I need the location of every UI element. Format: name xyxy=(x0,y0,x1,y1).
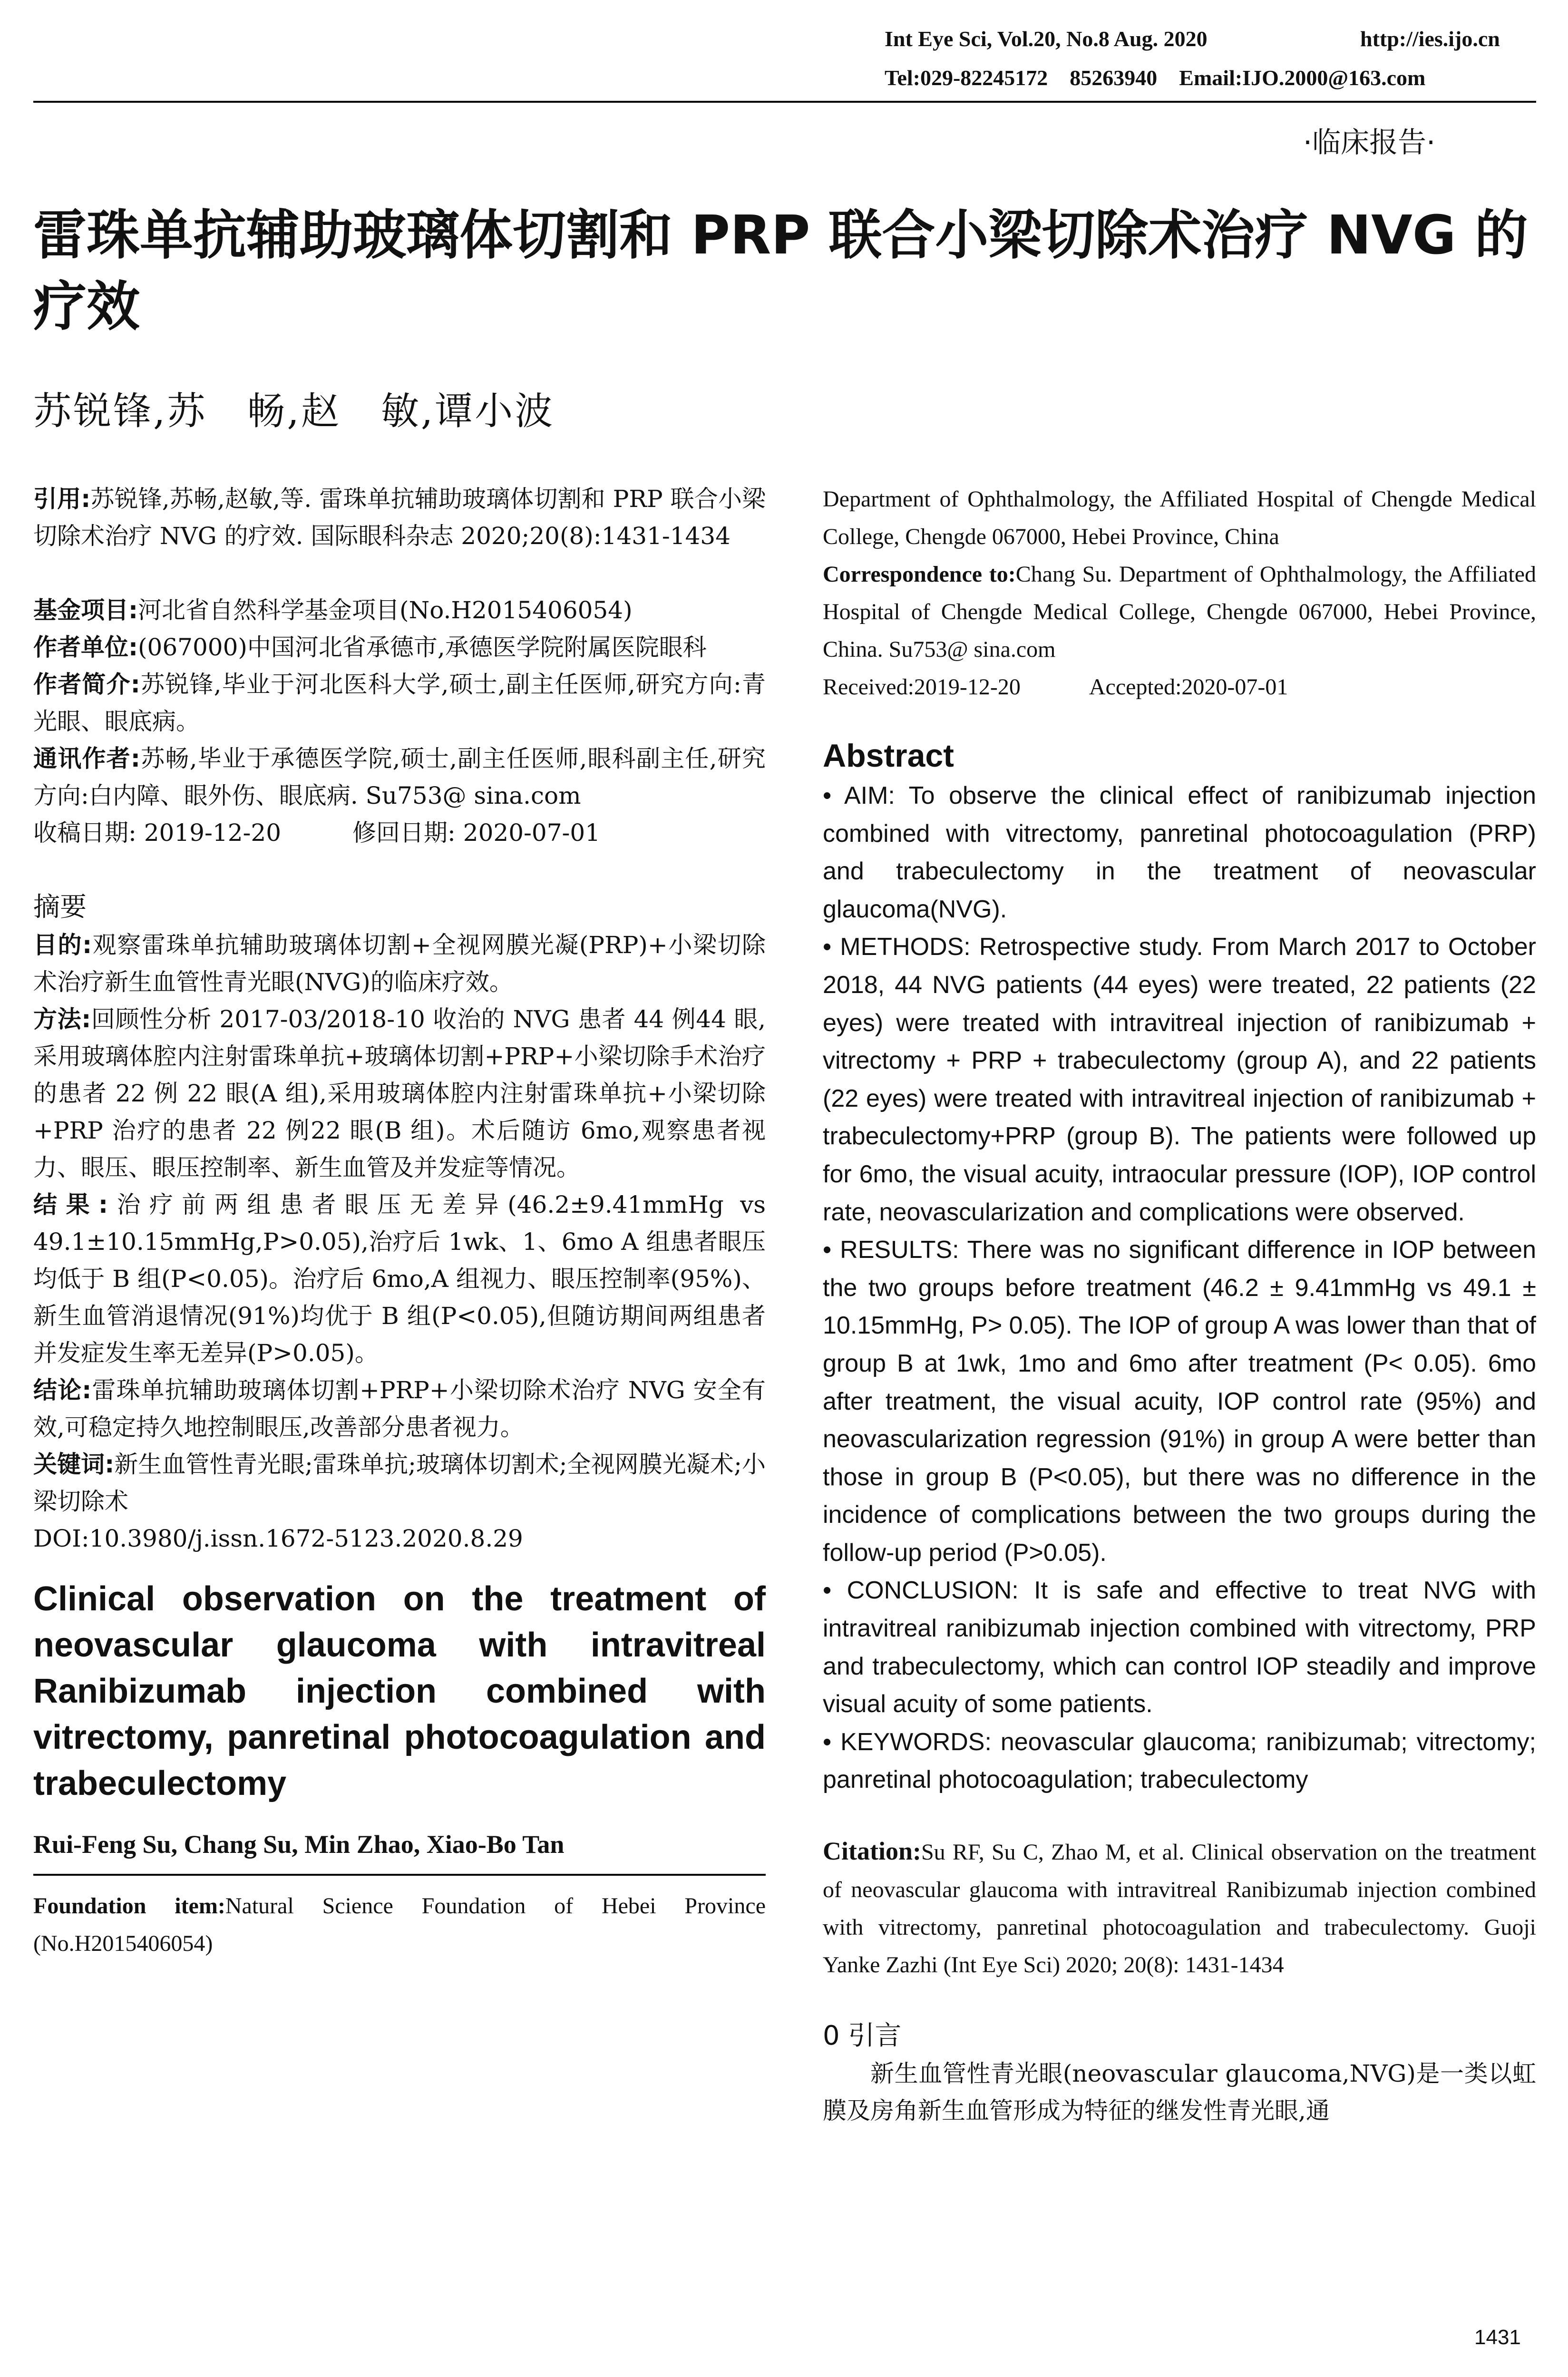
correspondence-label: Correspondence to: xyxy=(823,562,1016,587)
english-title: Clinical observation on the treatment of neovascular glaucoma with intravitreal Ranibizumab injection combined with vitrectomy, panretinal photocoagulation and trabeculectomy xyxy=(33,1580,766,1802)
journal-contact: Tel:029-82245172 85263940 Email:IJO.2000@163.com xyxy=(885,66,1426,90)
page-title: 雷珠单抗辅助玻璃体切割和 PRP 联合小梁切除术治疗 NVG 的疗效 xyxy=(33,205,1528,338)
authors-cn: 苏锐锋,苏 畅,赵 敏,谭小波 xyxy=(33,389,555,433)
page-number: 1431 xyxy=(1474,2326,1521,2349)
citation-en-label: Citation: xyxy=(823,1837,921,1866)
methods-text: 回顾性分析 2017-03/2018-10 收治的 NVG 患者 44 例44 眼,采用玻璃体腔内注射雷珠单抗+玻璃体切割+PRP+小梁切除手术治疗的患者 22 例 22 眼(A 组),采用玻璃体腔内注射雷珠单抗+小梁切除+PRP 治疗的患者 22 例22 眼(B 组)。术后随访 6mo,观察患者视力、眼压、眼压控制率、新生血管及并发症等情况。 xyxy=(33,1005,766,1181)
fund-cn xyxy=(33,592,766,629)
citation-cn-text: 苏锐锋,苏畅,赵敏,等. 雷珠单抗辅助玻璃体切割和 PRP 联合小梁切除术治疗 NVG 的疗效. 国际眼科杂志 2020;20(8):1431-1434 xyxy=(33,485,766,550)
correspondence-en xyxy=(823,555,1536,668)
conclusion-en: • CONCLUSION: It is safe and effective to treat NVG with intravitreal ranibizumab injection combined with vitrectomy, PRP and trabeculectomy, which can control IOP steadily and improve visual acuity of some patients. xyxy=(823,1577,1536,1718)
authors-rule xyxy=(33,1874,766,1876)
english-authors: Rui-Feng Su, Chang Su, Min Zhao, Xiao-Bo Tan xyxy=(33,1830,565,1859)
citation-label: 引用: xyxy=(33,485,91,513)
results-en: • RESULTS: There was no significant difference in IOP between the two groups before treatment (46.2 ± 9.41mmHg vs 49.1 ± 10.15mmHg, P> 0.05). The IOP of group A was lower than that of group B at 1wk, 1mo and 6mo after treatment (P< 0.05). 6mo after treatment, the visual acuity, IOP control rate (95%) and neovascularization regression (91%) in group A were better than those in group B (P<0.05), but there was no difference in the incidence of complications between the two groups during the follow-up period (P>0.05). xyxy=(823,1236,1536,1567)
foundation-item xyxy=(33,1887,766,1962)
intro-text: 新生血管性青光眼(neovascular glaucoma,NVG)是一类以虹膜及房角新生血管形成为特征的继发性青光眼,通 xyxy=(823,2060,1536,2125)
right-column xyxy=(823,480,1536,2129)
journal-url[interactable]: http://ies.ijo.cn xyxy=(1360,27,1500,51)
aim-cn xyxy=(33,926,766,1001)
correspondence-text: Chang Su. Department of Ophthalmology, the Affiliated Hospital of Chengde Medical College, Chengde 067000, Hebei Province, China. Su753@ sina.com xyxy=(823,562,1536,662)
aim-label: 目的: xyxy=(33,931,92,959)
corr-text: 苏畅,毕业于承德医学院,硕士,副主任医师,眼科副主任,研究方向:白内障、眼外伤、眼底病. Su753@ sina.com xyxy=(33,745,766,809)
results-cn xyxy=(33,1186,766,1372)
methods-label: 方法: xyxy=(33,1005,91,1033)
corr-label: 通讯作者: xyxy=(33,745,140,772)
bio-label: 作者简介: xyxy=(33,671,140,698)
abstract-head-cn: 摘要 xyxy=(33,892,87,923)
conclusion-cn xyxy=(33,1372,766,1446)
unit-label: 作者单位: xyxy=(33,633,138,661)
conclusion-text: 雷珠单抗辅助玻璃体切割+PRP+小梁切除术治疗 NVG 安全有效,可稳定持久地控制眼压,改善部分患者视力。 xyxy=(33,1376,766,1441)
keywords-label: 关键词: xyxy=(33,1451,115,1478)
aim-text: 观察雷珠单抗辅助玻璃体切割+全视网膜光凝(PRP)+小梁切除术治疗新生血管性青光眼(NVG)的临床疗效。 xyxy=(33,931,766,996)
aim-en: • AIM: To observe the clinical effect of ranibizumab injection combined with vitrectomy, panretinal photocoagulation (PRP) and trabeculectomy in the treatment of neovascular glaucoma(NVG). xyxy=(823,782,1536,923)
results-text: 治疗前两组患者眼压无差异(46.2±9.41mmHg vs 49.1±10.15mmHg,P>0.05),治疗后 1wk、1、6mo A 组患者眼压均低于 B 组(P<0.05)。治疗后 6mo,A 组视力、眼压控制率(95%)、新生血管消退情况(91%)均优于 B 组(P<0.05),但随访期间两组患者并发症发生率无差异(P>0.05)。 xyxy=(33,1191,766,1367)
unit-text: (067000)中国河北省承德市,承德医学院附属医院眼科 xyxy=(138,633,707,661)
citation-cn xyxy=(33,480,766,555)
journal-citation: Int Eye Sci, Vol.20, No.8 Aug. 2020 xyxy=(885,27,1208,51)
results-label: 结果: xyxy=(33,1191,108,1218)
fund-label: 基金项目: xyxy=(33,596,138,624)
header-rule xyxy=(33,101,1536,103)
keywords-cn xyxy=(33,1446,766,1520)
fund-text: 河北省自然科学基金项目(No.H2015406054) xyxy=(138,596,633,624)
keywords-en: • KEYWORDS: neovascular glaucoma; ranibizumab; vitrectomy; panretinal photocoagulation; trabeculectomy xyxy=(823,1728,1536,1794)
dates-cn: 收稿日期: 2019-12-20 修回日期: 2020-07-01 xyxy=(33,819,601,847)
conclusion-label: 结论: xyxy=(33,1376,92,1404)
unit-cn xyxy=(33,629,766,666)
corr-cn xyxy=(33,740,766,814)
methods-en: • METHODS: Retrospective study. From March 2017 to October 2018, 44 NVG patients (44 eyes) were treated, 22 patients (22 eyes) were treated with intravitreal injection of ranibizumab + vitrectomy + PRP + trabeculectomy (group A), and 22 patients (22 eyes) were treated with intravitreal injection of ranibizumab + trabeculectomy+PRP (group B). The patients were followed up for 6mo, the visual acuity, intraocular pressure (IOP), IOP control rate, neovascularization and complications were observed. xyxy=(823,933,1536,1226)
foundation-text: Natural Science Foundation of Hebei Province (No.H2015406054) xyxy=(33,1893,766,1956)
doi[interactable]: DOI:10.3980/j.issn.1672-5123.2020.8.29 xyxy=(33,1525,523,1552)
section-label: ·临床报告· xyxy=(1303,126,1436,159)
bio-text: 苏锐锋,毕业于河北医科大学,硕士,副主任医师,研究方向:青光眼、眼底病。 xyxy=(33,671,766,735)
left-column xyxy=(33,480,766,1962)
bio-cn xyxy=(33,666,766,740)
methods-cn xyxy=(33,1001,766,1186)
citation-en-text: Su RF, Su C, Zhao M, et al. Clinical observation on the treatment of neovascular glaucoma with intravitreal Ranibizumab injection combined with vitrectomy, panretinal photocoagulation and trabeculectomy. Guoji Yanke Zazhi (Int Eye Sci) 2020; 20(8): 1431-1434 xyxy=(823,1840,1536,1978)
foundation-label: Foundation item: xyxy=(33,1893,225,1919)
affiliation-en: Department of Ophthalmology, the Affiliated Hospital of Chengde Medical College, Chengde 067000, Hebei Province, China xyxy=(823,487,1536,549)
intro-head: 0 引言 xyxy=(823,2020,902,2052)
abstract-head-en: Abstract xyxy=(823,738,954,774)
keywords-text: 新生血管性青光眼;雷珠单抗;玻璃体切割术;全视网膜光凝术;小梁切除术 xyxy=(33,1451,766,1515)
citation-en xyxy=(823,1832,1536,1984)
received-accepted: Received:2019-12-20 Accepted:2020-07-01 xyxy=(823,674,1288,700)
